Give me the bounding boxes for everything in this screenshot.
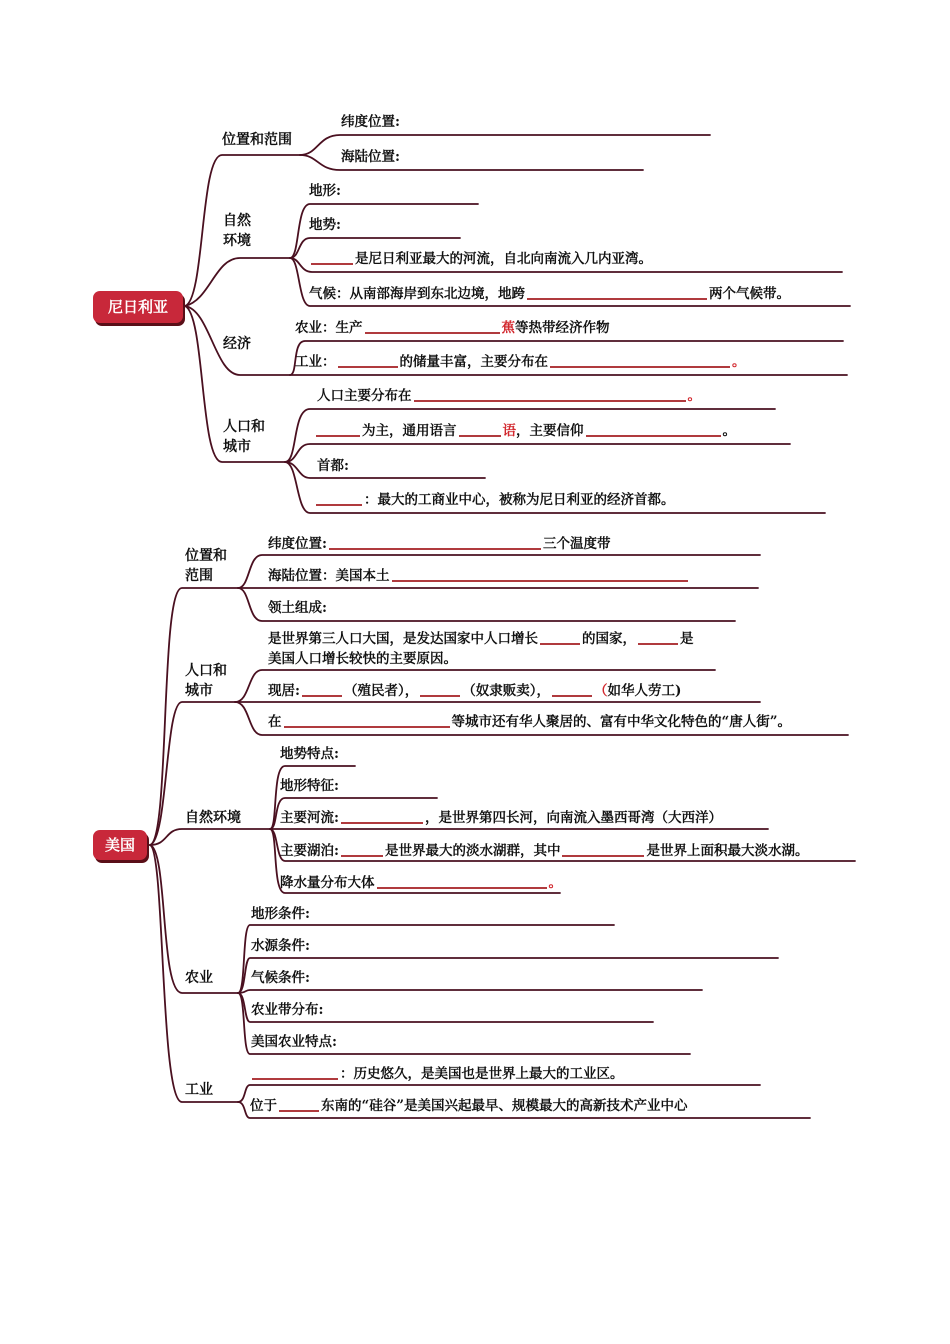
usa-pop1-text-b: 的国家， (582, 631, 636, 647)
usa-res-text-b: （殖民者）， (343, 683, 419, 699)
usa-ag-terrain-label: 地形条件: (251, 906, 310, 922)
usa-cat-location-line2: 范围 (185, 568, 213, 584)
usa-cat-pop-line2: 城市 (185, 683, 213, 699)
category-location: 位置和范围 (222, 132, 292, 148)
agri-red-text: 蕉 (501, 320, 515, 336)
capital-label: 首都: (317, 458, 349, 474)
usa-res-blank-1[interactable] (302, 695, 342, 697)
climate-text-a: 气候：从南部海岸到东北边境，地跨 (309, 286, 525, 302)
ind-blank-1[interactable] (338, 366, 398, 368)
usa-cat-pop-line1: 人口和 (185, 663, 227, 679)
root-node-nigeria: 尼日利亚 (93, 291, 183, 323)
usa-lake-text-b: 是世界最大的淡水湖群，其中 (384, 843, 561, 859)
category-economy: 经济 (223, 336, 251, 352)
usa-rain-blank[interactable] (377, 887, 547, 889)
usa-territory-label: 领土组成: (268, 600, 327, 616)
usa-rain-text: 降水量分布大体 (280, 875, 375, 891)
lang-blank-1[interactable] (316, 435, 360, 437)
usa-lake-blank-2[interactable] (562, 855, 644, 857)
terrain-label: 地形: (309, 183, 341, 199)
usa-category-nature: 自然环境 (185, 810, 241, 826)
econ-capital-blank[interactable] (316, 504, 362, 506)
usa-category-industry: 工业 (185, 1082, 213, 1098)
usa-sea-item (268, 568, 690, 584)
language-item (314, 423, 736, 439)
usa-latitude-item (268, 536, 610, 552)
river-item (309, 251, 652, 267)
agriculture-item (295, 320, 610, 336)
usa-residents-item (268, 683, 681, 699)
usa-ind1-text: ：历史悠久，是美国也是世界上最大的工业区。 (340, 1066, 624, 1082)
usa-river-text-b: ，是世界第四长河，向南流入墨西哥湾（大西洋） (424, 810, 722, 826)
agri-text-b: 等热带经济作物 (515, 320, 610, 336)
usa-cat-location-line1: 位置和 (185, 548, 227, 564)
usa-rain-item (280, 875, 562, 891)
usa-china-text-b: 等城市还有华人聚居的、富有中华文化特色的“唐人街”。 (451, 714, 792, 730)
usa-river-text-a: 主要河流: (280, 810, 339, 826)
usa-population-line2: 美国人口增长较快的主要原因。 (268, 651, 457, 667)
usa-industry-item-2 (250, 1098, 688, 1114)
usa-sea-text: 海陆位置：美国本土 (268, 568, 390, 584)
agri-blank[interactable] (365, 332, 500, 334)
usa-ag-feature-label: 美国农业特点: (251, 1034, 337, 1050)
usa-sea-blank[interactable] (392, 580, 688, 582)
usa-res-text-d: 如华人劳工) (607, 683, 682, 699)
usa-population-line1 (268, 631, 694, 647)
usa-terrain-label: 地形特征: (280, 778, 339, 794)
usa-china-text-a: 在 (268, 714, 282, 730)
lang-dot: 。 (722, 423, 736, 439)
river-blank[interactable] (311, 263, 353, 265)
ind-text-a: 工业： (295, 354, 336, 370)
usa-category-location (185, 546, 227, 586)
pop-blank[interactable] (414, 400, 686, 402)
usa-ag-water-label: 水源条件: (251, 938, 310, 954)
econ-capital-text: ：最大的工商业中心，被称为尼日利亚的经济首都。 (364, 492, 675, 508)
usa-lake-text-c: 是世界上面积最大淡水湖。 (646, 843, 809, 859)
industry-item (295, 354, 746, 370)
usa-lat-text-b: 三个温度带 (542, 536, 611, 552)
usa-res-text-c: （奴隶贩卖）， (462, 683, 550, 699)
category-pop-line2: 城市 (223, 439, 251, 455)
usa-lake-text-a: 主要湖泊: (280, 843, 339, 859)
usa-ag-belt-label: 农业带分布: (251, 1002, 324, 1018)
latitude-label: 纬度位置: (341, 114, 400, 130)
climate-text-b: 两个气候带。 (709, 286, 790, 302)
usa-china-blank[interactable] (284, 726, 450, 728)
category-nature-line2: 环境 (223, 233, 251, 249)
usa-lat-blank[interactable] (329, 548, 541, 550)
usa-pop1-text-c: 是 (680, 631, 694, 647)
category-nature (223, 211, 251, 251)
population-item (317, 388, 701, 404)
slope-label: 地势: (309, 217, 341, 233)
usa-chinatown-item (268, 714, 791, 730)
usa-category-agriculture: 农业 (185, 970, 213, 986)
usa-lake-item (280, 843, 808, 859)
lang-blank-2[interactable] (459, 435, 501, 437)
ind-text-b: 的储量丰富，主要分布在 (399, 354, 548, 370)
climate-item (309, 286, 790, 302)
agri-text-a: 农业：生产 (295, 320, 363, 336)
category-population (223, 417, 265, 457)
river-text: 是尼日利亚最大的河流，自北向南流入几内亚湾。 (355, 251, 652, 267)
climate-blank[interactable] (527, 298, 707, 300)
usa-ind2-blank[interactable] (279, 1110, 319, 1112)
sea-land-label: 海陆位置: (341, 149, 400, 165)
usa-lat-text-a: 纬度位置: (268, 536, 327, 552)
usa-rain-dot: 。 (548, 875, 562, 891)
usa-ag-climate-label: 气候条件: (251, 970, 310, 986)
category-pop-line1: 人口和 (223, 419, 265, 435)
usa-slope-label: 地势特点: (280, 746, 339, 762)
economic-capital-item (314, 492, 675, 508)
usa-industry-item-1 (250, 1066, 624, 1082)
usa-category-population (185, 661, 227, 701)
usa-res-red: （ (593, 683, 608, 699)
lang-red-text: 语 (502, 423, 516, 439)
usa-res-blank-2[interactable] (420, 695, 460, 697)
pop-dot: 。 (687, 388, 701, 404)
root-node-usa: 美国 (93, 830, 147, 860)
category-nature-line1: 自然 (223, 213, 251, 229)
usa-pop1-text-a: 是世界第三人口大国，是发达国家中人口增长 (268, 631, 538, 647)
lang-text-b: ，主要信仰 (516, 423, 584, 439)
lang-blank-3[interactable] (586, 435, 721, 437)
usa-ind2-text-a: 位于 (250, 1098, 277, 1114)
usa-river-item (280, 810, 722, 826)
usa-ind2-text-b: 东南的“硅谷”是美国兴起最早、规模最大的高新技术产业中心 (321, 1098, 688, 1114)
usa-lake-blank-1[interactable] (341, 855, 383, 857)
usa-res-text-a: 现居: (268, 683, 300, 699)
usa-river-blank[interactable] (341, 822, 423, 824)
ind-dot: 。 (732, 354, 746, 370)
lang-text-a: 为主，通用语言 (362, 423, 457, 439)
usa-pop1-blank-2[interactable] (638, 643, 678, 645)
pop-text-a: 人口主要分布在 (317, 388, 412, 404)
usa-pop1-blank-1[interactable] (540, 643, 580, 645)
usa-res-blank-3[interactable] (552, 695, 592, 697)
ind-blank-2[interactable] (550, 366, 730, 368)
usa-ind1-blank[interactable] (252, 1078, 338, 1080)
